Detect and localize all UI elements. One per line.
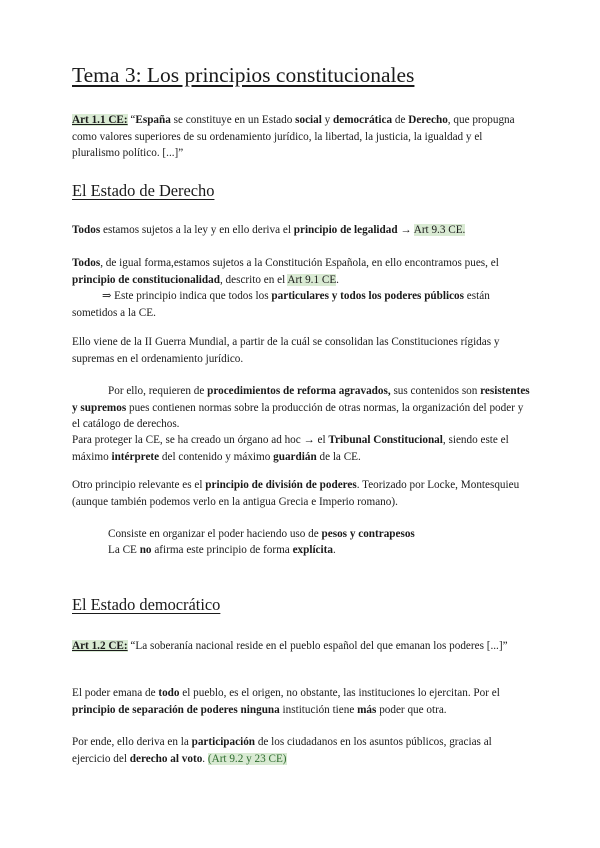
article-citation: Art 9.1 CE (287, 273, 337, 286)
paragraph-no-explicita: La CE no afirma este principio de forma explícita. (108, 544, 336, 556)
paragraph-division-poderes: Otro principio relevante es el principio de división de poderes. Teorizado por Locke, Montesquieu (aunque también podemos verlo en la antigua Grecia e Imperio romano). (72, 479, 520, 508)
article-citation: (Art 9.2 y 23 CE) (207, 752, 287, 765)
section-heading-estado-derecho: El Estado de Derecho (72, 181, 215, 200)
article-citation: Art 9.3 CE. (413, 224, 466, 236)
paragraph-reforma: Por ello, requieren de procedimientos de reforma agravados, sus contenidos son resistentes y supremos pues contienen normas sobre la producción de otras normas, la organización del poder y el catálogo de derechos. (72, 385, 530, 430)
paragraph-legalidad: Todos estamos sujetos a la ley y en ello deriva el principio de legalidad → Art 9.3 CE. (72, 224, 466, 236)
paragraph-pesos-contrapesos: Consiste en organizar el poder haciendo uso de pesos y contrapesos (108, 528, 415, 540)
art-1-2-quote: Art 1.2 CE: “La soberanía nacional reside en el pueblo español del que emanan los poderes [...]” (72, 640, 508, 652)
paragraph-sometimiento: ⇒ Este principio indica que todos los particulares y todos los poderes públicos están sometidos a la CE. (72, 290, 490, 319)
paragraph-participacion: Por ende, ello deriva en la participación de los ciudadanos en los asuntos públicos, gracias al ejercicio del derecho al voto. (Art 9.2 y 23 CE) (72, 736, 492, 765)
paragraph-tribunal: Para proteger la CE, se ha creado un órgano ad hoc → el Tribunal Constitucional, siendo este el máximo intérprete del contenido y máximo guardián de la CE. (72, 434, 509, 463)
section-heading-estado-democratico: El Estado democrático (72, 595, 221, 614)
paragraph-constitucionalidad: Todos, de igual forma,estamos sujetos a la Constitución Española, en ello encontramos pues, el principio de constitucionalidad, descrito en el Art 9.1 CE. (72, 257, 499, 286)
art-1-1-quote: Art 1.1 CE: “España se constituye en un Estado social y democrática de Derecho, que propugna como valores superiores de su ordenamiento jurídico, la libertad, la justicia, la igualdad y el pluralismo político. [...]” (72, 114, 515, 159)
paragraph-guerra-mundial: Ello viene de la II Guerra Mundial, a partir de la cuál se consolidan las Constituciones rígidas y supremas en el ordenamiento jurídico. (72, 336, 500, 365)
page-title: Tema 3: Los principios constitucionales (72, 63, 415, 87)
paragraph-poder-emana: El poder emana de todo el pueblo, es el origen, no obstante, las instituciones lo ejercitan. Por el principio de separación de poderes ninguna institución tiene más poder que otra. (72, 687, 500, 716)
article-reference: Art 1.2 CE: (72, 640, 128, 652)
article-reference: Art 1.1 CE: (72, 114, 128, 126)
